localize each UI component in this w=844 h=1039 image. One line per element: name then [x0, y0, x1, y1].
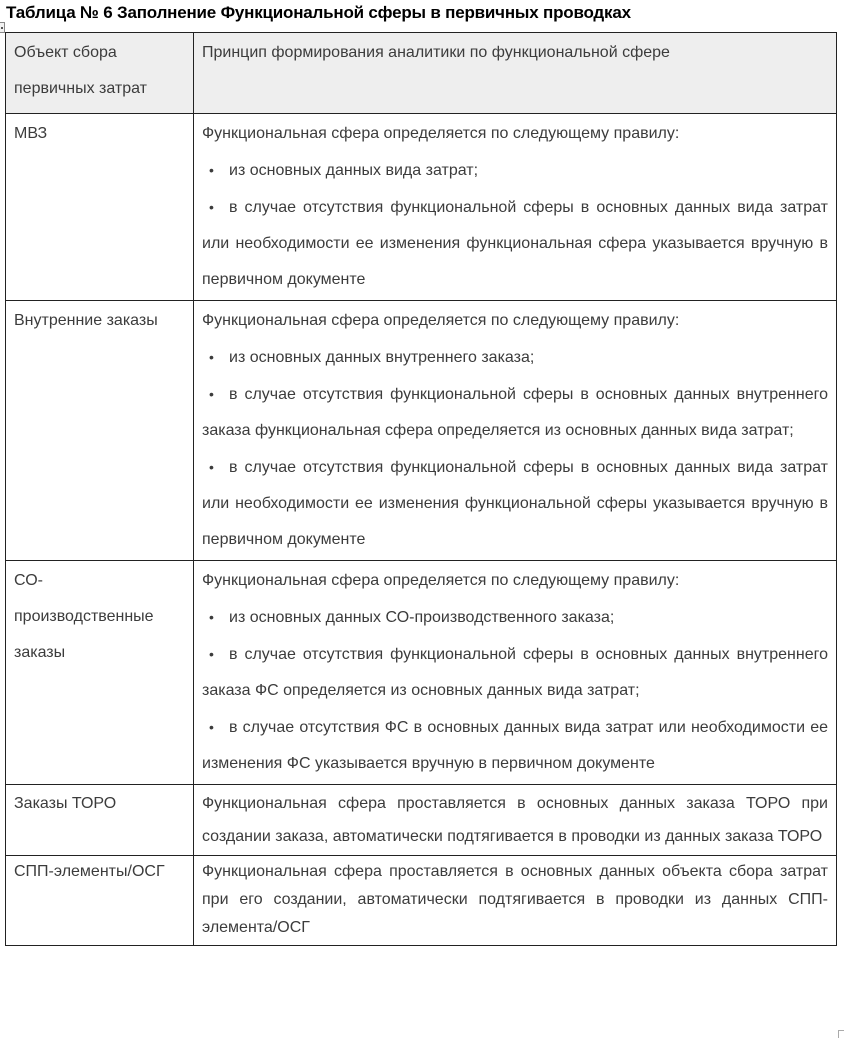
cell-paragraph: Функциональная сфера определяется по следующему правилу: — [202, 312, 680, 329]
cell-paragraph: Функциональная сфера определяется по следующему правилу: — [202, 572, 680, 589]
cell-paragraph: Функциональная сфера проставляется в основных данных объекта сбора затрат при его создании, автоматически подтягивается в проводки из данных СПП-элемента/ОСГ — [202, 863, 828, 936]
table-move-handle-icon[interactable] — [0, 22, 5, 33]
cell-paragraph: Функциональная сфера определяется по следующему правилу: — [202, 125, 680, 142]
bullet-item: • в случае отсутствия ФС в основных данных вида затрат или необходимости ее изменения ФС указывается вручную в первичном документе — [202, 709, 828, 782]
bullet-item: • в случае отсутствия функциональной сферы в основных данных вида затрат или необходимости ее изменения функциональная сфера указывается вручную в первичном документе — [202, 189, 828, 298]
principle-cell — [194, 561, 837, 785]
bullet-item: • из основных данных внутреннего заказа; — [202, 339, 828, 376]
header-cost-object: Объект сбора первичных затрат — [6, 33, 194, 114]
cost-object-cell: Внутренние заказы — [6, 301, 194, 561]
table-row — [6, 114, 837, 301]
cost-object-cell: МВЗ — [6, 114, 194, 301]
table-row — [6, 301, 837, 561]
cost-object-cell: СО-производственные заказы — [6, 561, 194, 785]
bullet-icon: • — [209, 609, 214, 625]
table-title: Таблица № 6 Заполнение Функциональной сферы в первичных проводках — [6, 3, 631, 22]
bullet-icon: • — [209, 719, 214, 735]
table-resize-handle-icon[interactable] — [838, 1030, 844, 1038]
table-row — [6, 785, 837, 856]
cost-object-cell: СПП-элементы/ОСГ — [6, 856, 194, 946]
document-page — [0, 3, 844, 1039]
functional-area-table — [5, 32, 837, 946]
bullet-item: • в случае отсутствия функциональной сферы в основных данных внутреннего заказа ФС определяется из основных данных вида затрат; — [202, 636, 828, 709]
table-body — [6, 114, 837, 946]
cost-object-cell: Заказы ТОРО — [6, 785, 194, 856]
bullet-item: • из основных данных вида затрат; — [202, 152, 828, 189]
bullet-icon: • — [209, 459, 214, 475]
bullet-icon: • — [209, 646, 214, 662]
bullet-icon: • — [209, 349, 214, 365]
bullet-item: • в случае отсутствия функциональной сферы в основных данных внутреннего заказа функциональная сфера определяется из основных данных вида затрат; — [202, 376, 828, 449]
table-row — [6, 561, 837, 785]
bullet-item: • из основных данных СО-производственного заказа; — [202, 599, 828, 636]
bullet-icon: • — [209, 162, 214, 178]
bullet-item: • в случае отсутствия функциональной сферы в основных данных вида затрат или необходимости ее изменения функциональной сферы указывается вручную в первичном документе — [202, 449, 828, 558]
table-header-row — [6, 33, 837, 114]
bullet-icon: • — [209, 386, 214, 402]
principle-cell — [194, 301, 837, 561]
principle-cell — [194, 114, 837, 301]
bullet-icon: • — [209, 199, 214, 215]
principle-cell — [194, 856, 837, 946]
table-row — [6, 856, 837, 946]
cell-paragraph: Функциональная сфера проставляется в основных данных заказа ТОРО при создании заказа, автоматически подтягивается в проводки из данных заказа ТОРО — [202, 795, 828, 845]
header-principle: Принцип формирования аналитики по функциональной сфере — [194, 33, 837, 114]
principle-cell — [194, 785, 837, 856]
